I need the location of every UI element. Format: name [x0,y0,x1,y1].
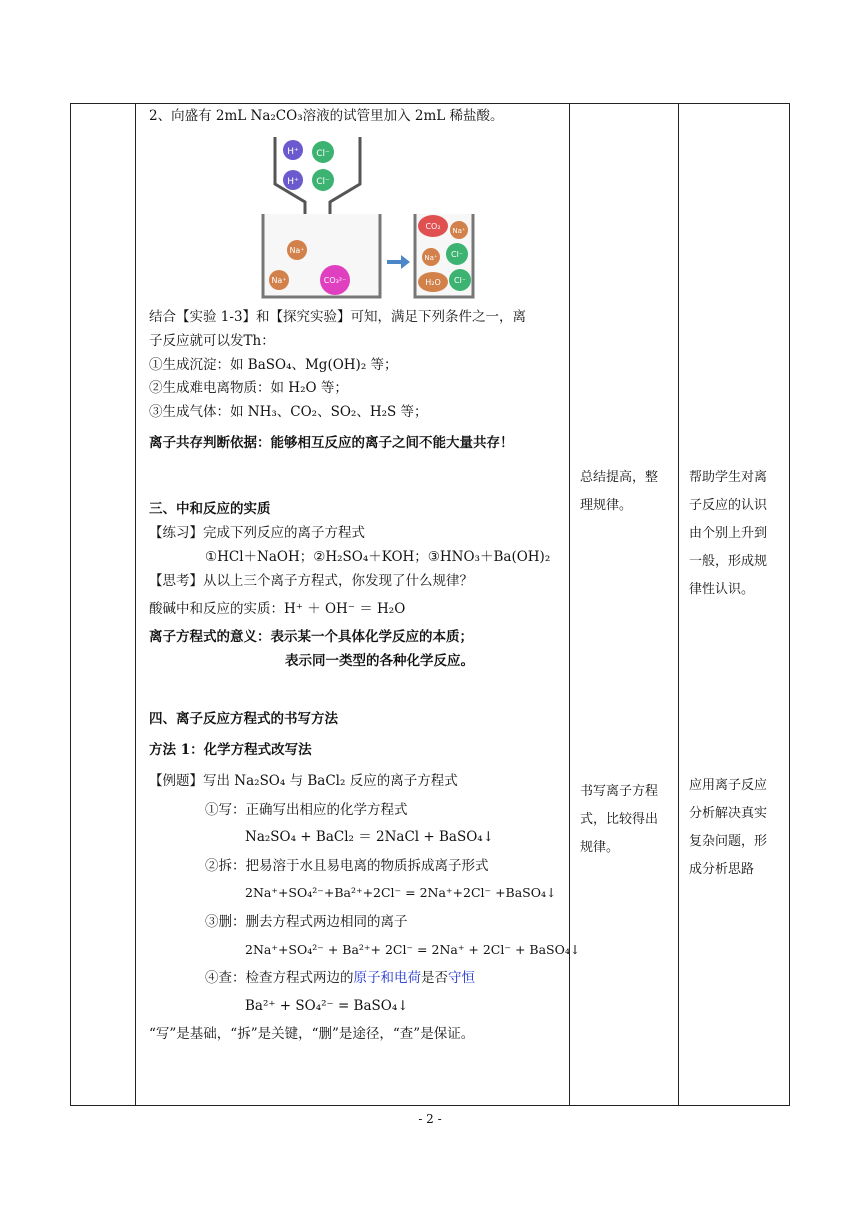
svg-text:H⁺: H⁺ [287,147,299,157]
svg-text:Cl⁻: Cl⁻ [316,149,330,159]
conclusion-line-1: 结合【实验 1-3】和【探究实验】可知，满足下列条件之一，离 [149,309,527,325]
practice-prompt: 【练习】完成下列反应的离子方程式 [149,525,365,541]
step-delete-equation: 2Na⁺+SO₄²⁻ + Ba²⁺+ 2Cl⁻ = 2Na⁺ + 2Cl⁻ + BaSO₄↓ [245,942,581,957]
step-split: ②拆：把易溶于水且易电离的物质拆成离子形式 [205,858,489,874]
neutralization-essence: 酸碱中和反应的实质：H⁺ ＋ OH⁻ ＝ H₂O [149,601,406,617]
experiment-2-text: 2、向盛有 2mL Na₂CO₃溶液的试管里加入 2mL 稀盐酸。 [149,108,504,124]
svg-text:Cl⁻: Cl⁻ [453,276,467,285]
svg-text:Cl⁻: Cl⁻ [316,177,330,187]
page-number: - 2 - [418,1112,442,1126]
condition-weak-electrolyte: ②生成难电离物质：如 H₂O 等； [149,380,348,396]
step-write: ①写：正确写出相应的化学方程式 [205,802,408,818]
svg-text:Na⁺: Na⁺ [271,276,287,285]
practice-equations: ①HCl＋NaOH；②H₂SO₄＋KOH；③HNO₃＋Ba(OH)₂ [205,549,551,565]
example-prompt: 【例题】写出 Na₂SO₄ 与 BaCl₂ 反应的离子方程式 [149,773,458,789]
condition-gas: ③生成气体：如 NH₃、CO₂、SO₂、H₂S 等； [149,404,428,420]
column-divider [678,104,679,1105]
reaction-diagram [245,132,475,302]
meaning-line-1: 离子方程式的意义：表示某一个具体化学反应的本质； [149,629,473,645]
svg-text:Cl⁻: Cl⁻ [450,250,464,259]
section-4-heading: 四、离子反应方程式的书写方法 [149,711,338,727]
lesson-table [70,103,790,1106]
step-check-equation: Ba²⁺ + SO₄²⁻ = BaSO₄↓ [245,998,409,1014]
arrow-right-icon [387,255,410,269]
conclusion-line-2: 子反应就可以发Th： [149,333,275,349]
svg-text:CO₃²⁻: CO₃²⁻ [323,276,347,285]
step-split-equation: 2Na⁺+SO₄²⁻+Ba²⁺+2Cl⁻ = 2Na⁺+2Cl⁻ +BaSO₄↓ [245,885,557,900]
process-note-b: 书写离子方程 式，比较得出 规律。 [580,784,659,855]
step-delete: ③删：删去方程式两边相同的离子 [205,914,408,930]
condition-precipitate: ①生成沉淀：如 BaSO₄、Mg(OH)₂ 等； [149,357,398,373]
column-divider [135,104,136,1105]
svg-text:H⁺: H⁺ [287,177,299,187]
coexistence-rule: 离子共存判断依据：能够相互反应的离子之间不能大量共存！ [149,435,514,451]
svg-text:Na⁺: Na⁺ [289,246,305,255]
method-1-heading: 方法 1：化学方程式改写法 [149,742,312,758]
process-note-a: 总结提高，整 理规律。 [580,470,659,513]
svg-text:Na⁺: Na⁺ [452,227,466,235]
step-write-equation: Na₂SO₄ + BaCl₂ ＝ 2NaCl + BaSO₄↓ [245,829,495,845]
svg-text:Na⁺: Na⁺ [424,254,438,262]
svg-text:CO₂: CO₂ [425,222,441,231]
meaning-line-2: 表示同一类型的各种化学反应。 [285,653,474,669]
method-summary: “写”是基础，“拆”是关键，“删”是途径，“查”是保证。 [149,1026,475,1042]
purpose-note-b: 应用离子反应 分析解决真实 复杂问题，形 成分析思路 [689,778,768,877]
step-check: ④查：检查方程式两边的原子和电荷是否守恒 [205,970,475,986]
purpose-note-a: 帮助学生对离 子反应的认识 由个别上升到 一般，形成规 律性认识。 [689,470,768,597]
section-3-heading: 三、中和反应的实质 [149,501,271,517]
think-prompt: 【思考】从以上三个离子方程式，你发现了什么规律？ [149,573,473,589]
svg-text:H₂O: H₂O [425,278,441,287]
